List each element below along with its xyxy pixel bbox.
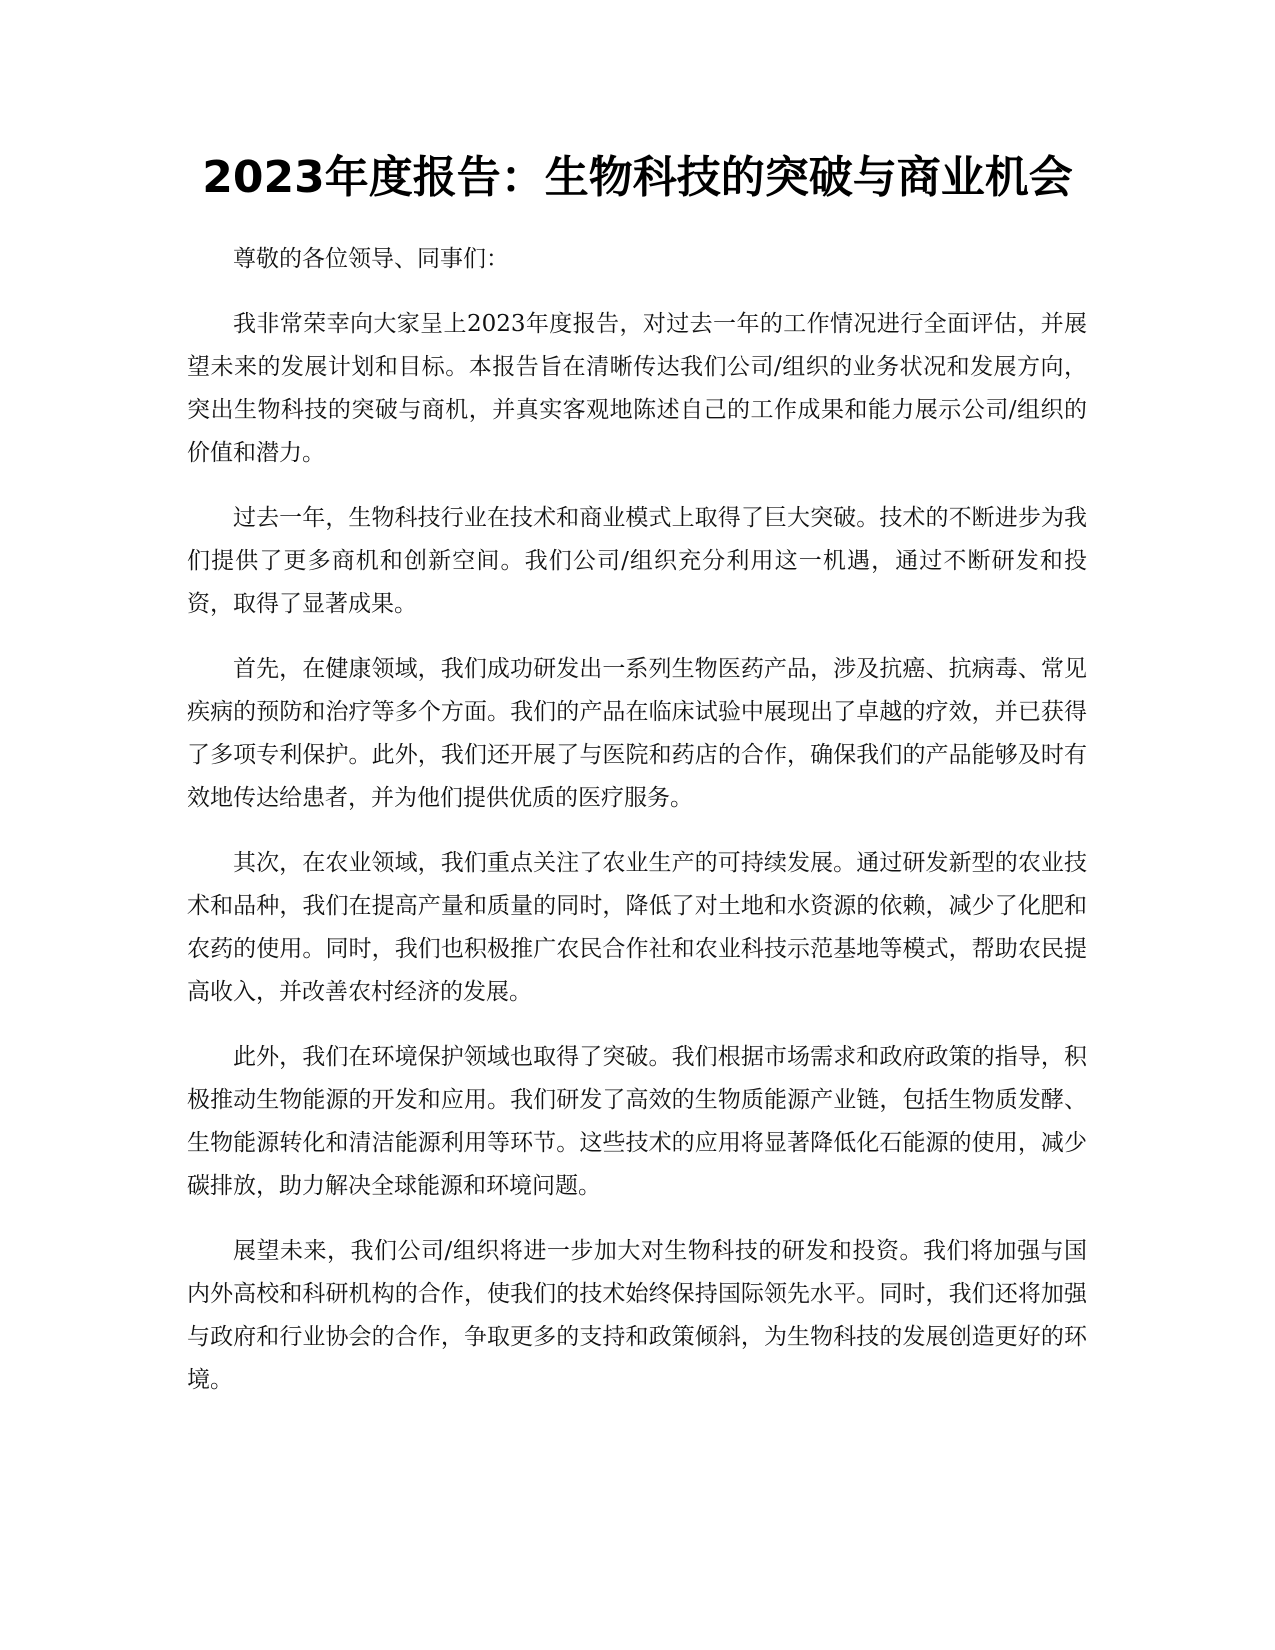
paragraph-intro: 我非常荣幸向大家呈上2023年度报告，对过去一年的工作情况进行全面评估，并展望未来的发展计划和目标。本报告旨在清晰传达我们公司/组织的业务状况和发展方向，突出生物科技的突破与商机，并真实客观地陈述自己的工作成果和能力展示公司/组织的价值和潜力。 [187,311,1087,466]
paragraph-outlook: 展望未来，我们公司/组织将进一步加大对生物科技的研发和投资。我们将加强与国内外高校和科研机构的合作，使我们的技术始终保持国际领先水平。同时，我们还将加强与政府和行业协会的合作，争取更多的支持和政策倾斜，为生物科技的发展创造更好的环境。 [187,1238,1087,1393]
salutation: 尊敬的各位领导、同事们： [233,246,509,272]
paragraph-past-year: 过去一年，生物科技行业在技术和商业模式上取得了巨大突破。技术的不断进步为我们提供了更多商机和创新空间。我们公司/组织充分利用这一机遇，通过不断研发和投资，取得了显著成果。 [187,505,1087,617]
page-title: 2023年度报告：生物科技的突破与商业机会 [202,152,1073,203]
document-body [187,238,1087,1424]
paragraph-agriculture: 其次，在农业领域，我们重点关注了农业生产的可持续发展。通过研发新型的农业技术和品种，我们在提高产量和质量的同时，降低了对土地和水资源的依赖，减少了化肥和农药的使用。同时，我们也积极推广农民合作社和农业科技示范基地等模式，帮助农民提高收入，并改善农村经济的发展。 [187,850,1087,1005]
paragraph-environment: 此外，我们在环境保护领域也取得了突破。我们根据市场需求和政府政策的指导，积极推动生物能源的开发和应用。我们研发了高效的生物质能源产业链，包括生物质发酵、生物能源转化和清洁能源利用等环节。这些技术的应用将显著降低化石能源的使用，减少碳排放，助力解决全球能源和环境问题。 [187,1044,1087,1199]
paragraph-health: 首先，在健康领域，我们成功研发出一系列生物医药产品，涉及抗癌、抗病毒、常见疾病的预防和治疗等多个方面。我们的产品在临床试验中展现出了卓越的疗效，并已获得了多项专利保护。此外，我们还开展了与医院和药店的合作，确保我们的产品能够及时有效地传达给患者，并为他们提供优质的医疗服务。 [187,656,1087,811]
